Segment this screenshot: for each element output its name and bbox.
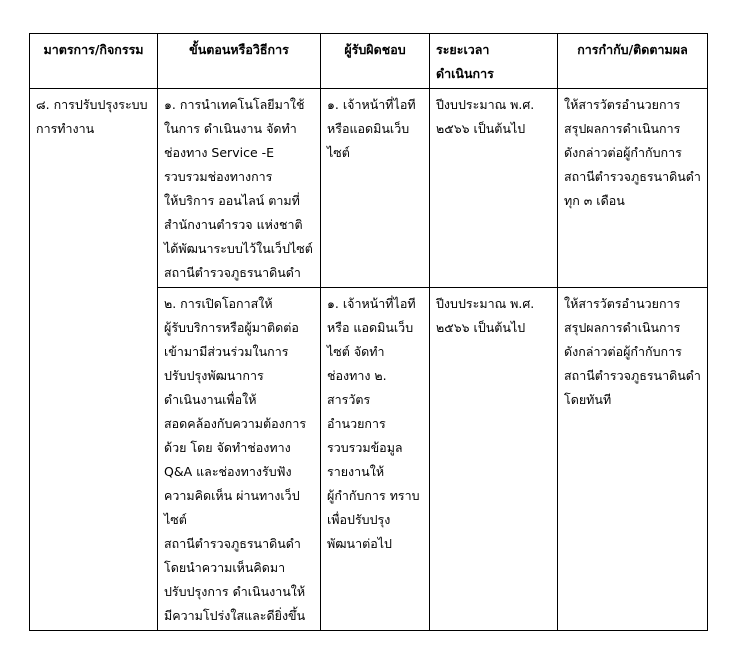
cell-text-line: อำนวยการ <box>327 416 386 431</box>
cell-text-line: สถานีตำรวจภูธรนาดินดำ <box>164 265 301 280</box>
cell-text-line: ๒๕๖๖ เป็นต้นไป <box>436 320 526 335</box>
header-timeline <box>430 34 558 89</box>
steps-cell <box>158 288 321 631</box>
cell-text-line: มีความโปร่งใสและดียิ่งขึ้น <box>164 608 306 623</box>
cell-text-line: ๑. เจ้าหน้าที่ไอที <box>327 97 416 112</box>
header-timeline-label-1: ระยะเวลา <box>436 42 490 57</box>
cell-text-line: รายงานให้ <box>327 464 385 479</box>
measure-cell <box>30 89 158 631</box>
cell-text-line: หรือแอดมินเว็บ <box>327 121 410 136</box>
cell-text-line: ไซต์ <box>164 512 187 527</box>
cell-text-line: ความคิดเห็น ผ่านทางเว็ป <box>164 488 300 503</box>
action-plan-table <box>29 33 708 631</box>
table-row <box>30 89 708 288</box>
timeline-cell <box>430 89 558 288</box>
cell-text-line: ๑. การนำเทคโนโลยีมาใช้ <box>164 97 305 112</box>
cell-text-line: โดยนำความเห็นคิดมา <box>164 560 286 575</box>
measure-text-2: การทำงาน <box>36 121 95 136</box>
measure-text-1: ๘. การปรับปรุงระบบ <box>36 97 148 112</box>
cell-text-line: ด้วย โดย จัดทำช่องทาง <box>164 440 291 455</box>
cell-text-line: ๒๕๖๖ เป็นต้นไป <box>436 121 526 136</box>
cell-text-line: เพื่อปรับปรุง <box>327 512 391 527</box>
monitoring-cell <box>558 288 708 631</box>
cell-text-line: ช่องทาง Service -E <box>164 145 275 160</box>
cell-text-line: ให้สารวัตรอำนวยการ <box>564 97 681 112</box>
cell-text-line: เข้ามามีส่วนร่วมในการ <box>164 344 289 359</box>
cell-text-line: สรุปผลการดำเนินการ <box>564 320 681 335</box>
cell-text-line: ช่องทาง ๒. <box>327 368 387 383</box>
timeline-cell <box>430 288 558 631</box>
cell-text-line: ไซต์ จัดทำ <box>327 344 385 359</box>
cell-text-line: Q&A และช่องทางรับฟัง <box>164 464 292 479</box>
header-steps <box>158 34 321 89</box>
header-timeline-label-2: ดำเนินการ <box>436 66 494 81</box>
cell-text-line: ปีงบประมาณ พ.ศ. <box>436 97 535 112</box>
cell-text-line: ให้สารวัตรอำนวยการ <box>564 296 681 311</box>
cell-text-line: สำนักงานตำรวจ แห่งชาติ <box>164 217 303 232</box>
cell-text-line: ปรับปรุงการ ดำเนินงานให้ <box>164 584 306 599</box>
cell-text-line: ดังกล่าวต่อผู้กำกับการ <box>564 145 682 160</box>
cell-text-line: ปีงบประมาณ พ.ศ. <box>436 296 535 311</box>
cell-text-line: ทุก ๓ เดือน <box>564 193 625 208</box>
cell-text-line: ผู้กำกับการ ทราบ <box>327 488 420 503</box>
responsible-cell <box>321 89 430 288</box>
cell-text-line: โดยทันที <box>564 392 612 407</box>
cell-text-line: สถานีตำรวจภูธรนาดินดำ <box>564 368 701 383</box>
cell-text-line: พัฒนาต่อไป <box>327 536 392 551</box>
cell-text-line: หรือ แอดมินเว็บ <box>327 320 414 335</box>
header-responsible-label: ผู้รับผิดชอบ <box>344 42 406 57</box>
cell-text-line: สารวัตร <box>327 392 371 407</box>
responsible-cell <box>321 288 430 631</box>
cell-text-line: สถานีตำรวจภูธรนาดินดำ <box>564 169 701 184</box>
header-measure-label: มาตรการ/กิจกรรม <box>43 42 144 57</box>
table-header-row <box>30 34 708 89</box>
cell-text-line: ดำเนินงานเพื่อให้ <box>164 392 257 407</box>
cell-text-line: รวบรวมช่องทางการ <box>164 169 273 184</box>
cell-text-line: ผู้รับบริการหรือผู้มาติดต่อ <box>164 320 299 335</box>
cell-text-line: ได้พัฒนาระบบไว้ในเว็ปไซต์ <box>164 241 313 256</box>
cell-text-line: รวบรวมข้อมูล <box>327 440 403 455</box>
cell-text-line: ให้บริการ ออนไลน์ ตามที่ <box>164 193 300 208</box>
header-monitoring <box>558 34 708 89</box>
cell-text-line: สอดคล้องกับความต้องการ <box>164 416 307 431</box>
header-responsible <box>321 34 430 89</box>
cell-text-line: ๑. เจ้าหน้าที่ไอที <box>327 296 416 311</box>
header-monitoring-label: การกำกับ/ติดตามผล <box>577 42 688 57</box>
cell-text-line: ในการ ดำเนินงาน จัดทำ <box>164 121 297 136</box>
monitoring-cell <box>558 89 708 288</box>
cell-text-line: ไซต์ <box>327 145 350 160</box>
cell-text-line: ๒. การเปิดโอกาสให้ <box>164 296 273 311</box>
header-measure <box>30 34 158 89</box>
cell-text-line: สรุปผลการดำเนินการ <box>564 121 681 136</box>
cell-text-line: ดังกล่าวต่อผู้กำกับการ <box>564 344 682 359</box>
cell-text-line: ปรับปรุงพัฒนาการ <box>164 368 264 383</box>
steps-cell <box>158 89 321 288</box>
header-steps-label: ขั้นตอนหรือวิธีการ <box>189 42 289 57</box>
cell-text-line: สถานีตำรวจภูธรนาดินดำ <box>164 536 301 551</box>
